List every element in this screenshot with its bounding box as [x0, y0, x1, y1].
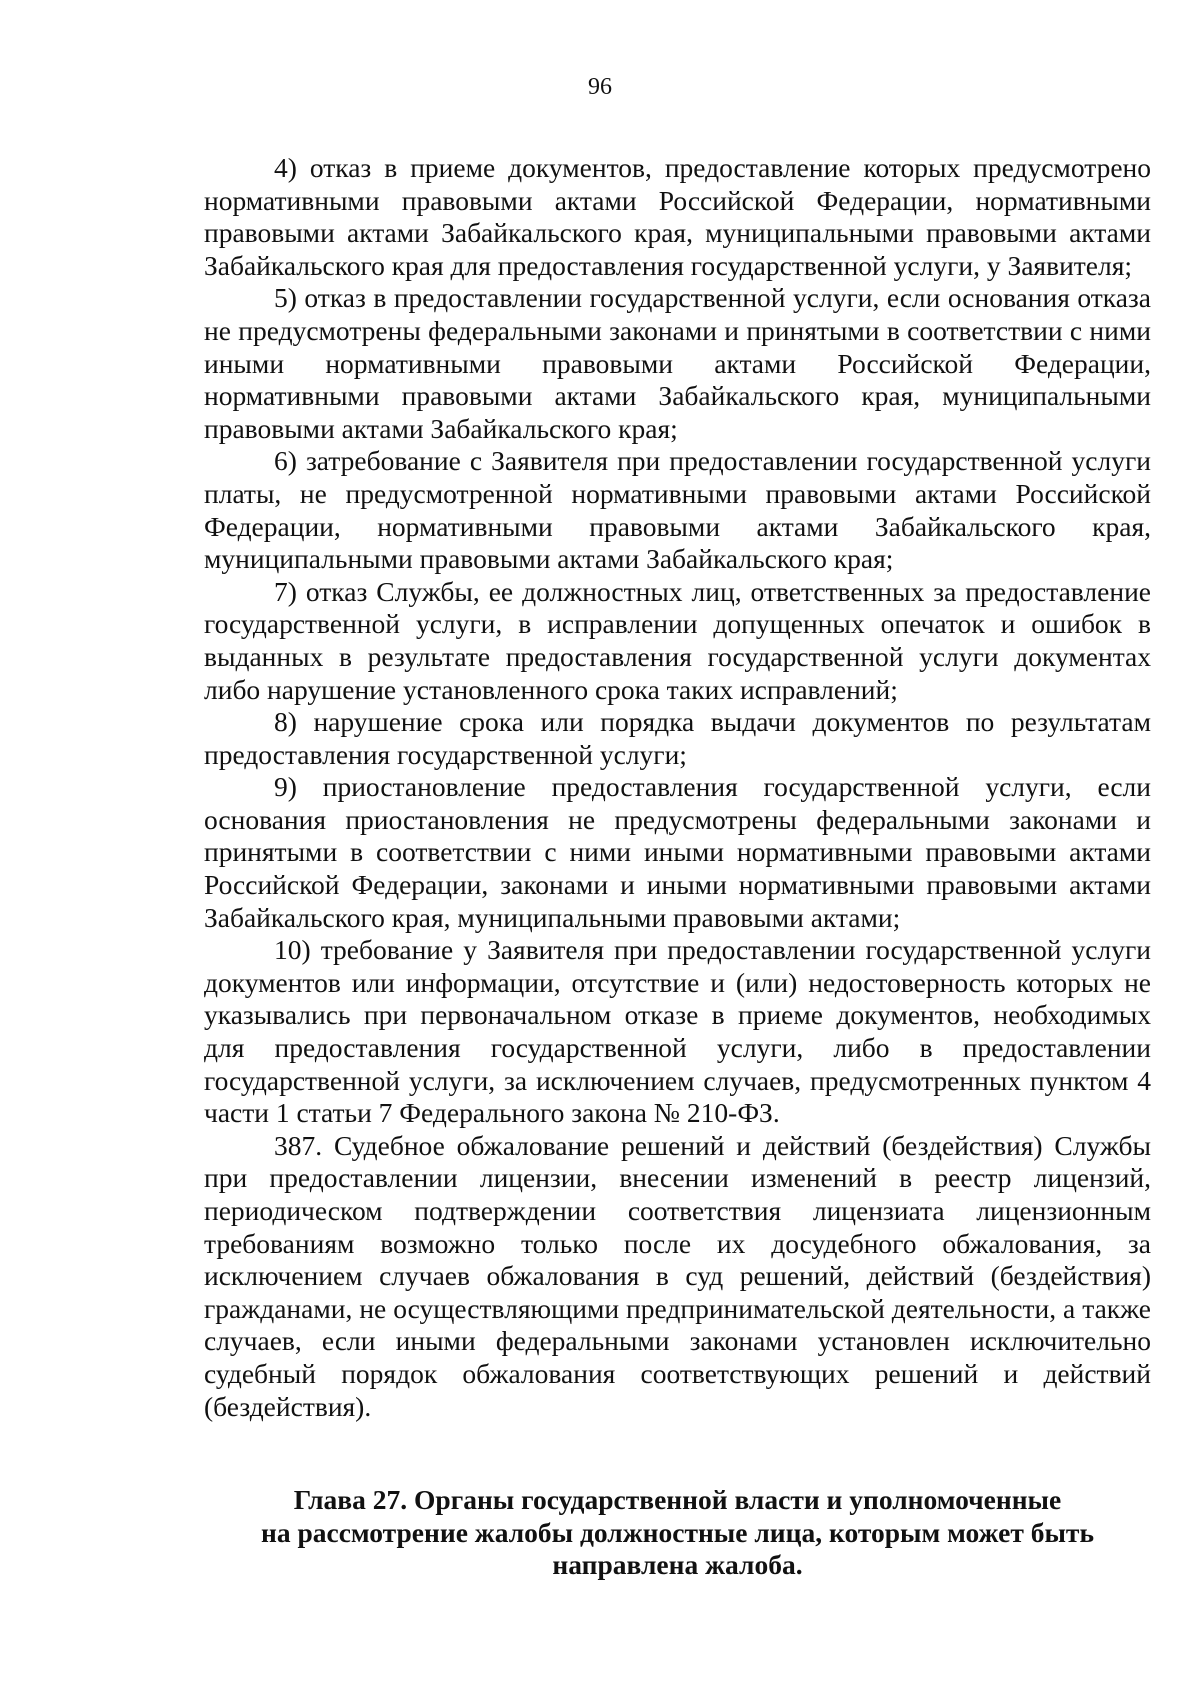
paragraph-item-10: 10) требование у Заявителя при предоставлении государственной услуги документов или информации, отсутствие и (или) недостоверность которых не указывались при первоначальном отказе в приеме документов, необходимых для предоставления государственной услуги, либо в предоставлении государственной услуги, за исключением случаев, предусмотренных пунктом 4 части 1 статьи 7 Федерального закона № 210-ФЗ. — [204, 934, 1151, 1129]
chapter-heading-line-3: направлена жалоба. — [552, 1549, 803, 1581]
body-text — [204, 152, 1151, 1423]
paragraph-item-9: 9) приостановление предоставления государственной услуги, если основания приостановления не предусмотрены федеральными законами и принятыми в соответствии с ними иными нормативными правовыми актами Российской Федерации, законами и иными нормативными правовыми актами Забайкальского края, муниципальными правовыми актами; — [204, 771, 1151, 933]
chapter-heading-line-1: Глава 27. Органы государственной власти и уполномоченные — [293, 1484, 1062, 1515]
paragraph-item-4: 4) отказ в приеме документов, предоставление которых предусмотрено нормативными правовыми актами Российской Федерации, нормативными правовыми актами Забайкальского края, муниципальными правовыми актами Забайкальского края для предоставления государственной услуги, у Заявителя; — [204, 152, 1151, 281]
chapter-heading — [204, 1484, 1151, 1582]
paragraph-item-5: 5) отказ в предоставлении государственной услуги, если основания отказа не предусмотрены федеральными законами и принятыми в соответствии с ними иными нормативными правовыми актами Российской Федерации, нормативными правовыми актами Забайкальского края, муниципальными правовыми актами Забайкальского края; — [204, 282, 1151, 444]
paragraph-item-6: 6) затребование с Заявителя при предоставлении государственной услуги платы, не предусмотренной нормативными правовыми актами Российской Федерации, нормативными правовыми актами Забайкальского края, муниципальными правовыми актами Забайкальского края; — [204, 445, 1151, 575]
chapter-heading-line-2: на рассмотрение жалобы должностные лица, которым может быть — [260, 1516, 1094, 1548]
paragraph-387: 387. Судебное обжалование решений и действий (бездействия) Службы при предоставлении лицензии, внесении изменений в реестр лицензий, периодическом подтверждении соответствия лицензиата лицензионным требованиям возможно только после их досудебного обжалования, за исключением случаев обжалования в суд решений, действий (бездействия) гражданами, не осуществляющими предпринимательской деятельности, а также случаев, если иными федеральными законами установлен исключительно судебный порядок обжалования соответствующих решений и действий (бездействия). — [204, 1129, 1151, 1422]
paragraph-item-7: 7) отказ Службы, ее должностных лиц, ответственных за предоставление государственной услуги, в исправлении допущенных опечаток и ошибок в выданных в результате предоставления государственной услуги документах либо нарушение установленного срока таких исправлений; — [204, 575, 1151, 705]
page-number: 96 — [588, 74, 612, 100]
paragraph-item-8: 8) нарушение срока или порядка выдачи документов по результатам предоставления государственной услуги; — [204, 706, 1151, 770]
